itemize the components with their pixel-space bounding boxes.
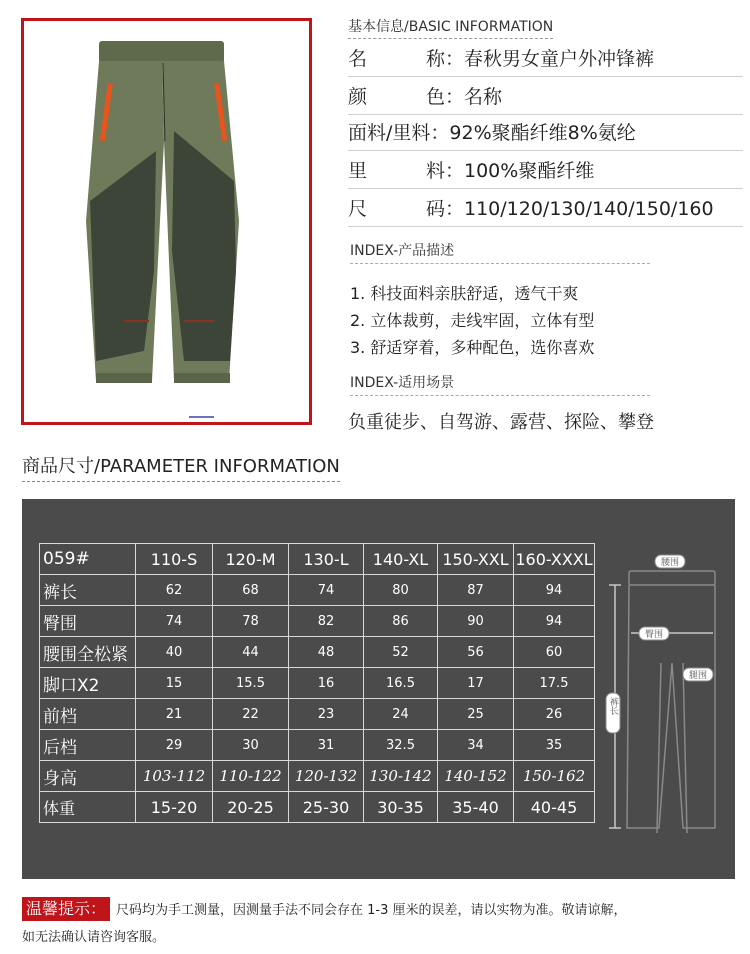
diagram-label-leg: 腿围 [688,671,708,681]
table-row [40,761,595,792]
table-cell: 24 [364,699,438,730]
table-cell: 94 [514,575,595,606]
table-cell: 40 [136,637,213,668]
table-cell: 87 [438,575,514,606]
table-cell: 103-112 [136,761,213,792]
row-label: 身高 [40,761,136,792]
index-description-heading: INDEX-产品描述 [350,240,650,264]
table-cell: 140-152 [438,761,514,792]
table-header-cell: 120-M [213,544,289,575]
table-row [40,792,595,823]
table-header-cell: 150-XXL [438,544,514,575]
usage-scenes: 负重徒步、自驾游、露营、探险、攀登 [348,412,654,433]
table-header-cell: 110-S [136,544,213,575]
info-row-fabric: 面料/里料：92%聚酯纤维8%氨纶 [348,116,743,151]
diagram-label-length: 裤长 [608,697,618,715]
table-cell: 90 [438,606,514,637]
table-cell: 110-122 [213,761,289,792]
diagram-label-hip: 臀围 [644,630,664,640]
table-row [40,699,595,730]
notice-line1: 尺码均为手工测量，因测量手法不同会存在 1-3 厘米的误差，请以实物为准。敬请谅解， [116,903,627,918]
row-label: 腰围全松紧 [40,637,136,668]
table-cell: 74 [136,606,213,637]
table-header-cell: 140-XL [364,544,438,575]
table-cell: 15.5 [213,668,289,699]
table-cell: 15 [136,668,213,699]
diagram-label-waist: 腰围 [660,558,680,568]
table-cell: 32.5 [364,730,438,761]
table-cell: 23 [289,699,364,730]
table-cell: 17.5 [514,668,595,699]
table-cell: 16.5 [364,668,438,699]
table-cell: 15-20 [136,792,213,823]
table-header-cell: 059# [40,544,136,575]
table-header-cell: 130-L [289,544,364,575]
row-label: 裤长 [40,575,136,606]
table-cell: 29 [136,730,213,761]
table-cell: 86 [364,606,438,637]
table-row [40,668,595,699]
table-cell: 78 [213,606,289,637]
notice-line2: 如无法确认请咨询客服。 [22,930,166,945]
table-cell: 82 [289,606,364,637]
feature-item: 3. 舒适穿着，多种配色，选你喜欢 [350,338,595,357]
table-cell: 80 [364,575,438,606]
feature-item: 2. 立体裁剪，走线牢固，立体有型 [350,311,595,330]
size-table [39,543,595,823]
table-row [40,637,595,668]
table-cell: 22 [213,699,289,730]
table-cell: 68 [213,575,289,606]
table-row [40,575,595,606]
table-cell: 40-45 [514,792,595,823]
table-row [40,606,595,637]
feature-item: 1. 科技面料亲肤舒适，透气干爽 [350,284,579,303]
table-cell: 30 [213,730,289,761]
table-cell: 25-30 [289,792,364,823]
table-cell: 48 [289,637,364,668]
size-table-header [40,544,595,575]
table-cell: 25 [438,699,514,730]
info-row-lining: 里 料：100%聚酯纤维 [348,154,743,189]
table-cell: 35-40 [438,792,514,823]
basic-info-heading: 基本信息/BASIC INFORMATION [348,16,553,39]
table-cell: 56 [438,637,514,668]
product-photo [21,18,312,425]
table-cell: 20-25 [213,792,289,823]
table-cell: 30-35 [364,792,438,823]
table-cell: 44 [213,637,289,668]
table-cell: 60 [514,637,595,668]
pants-photo-icon [24,21,309,422]
notice [22,897,742,951]
table-cell: 120-132 [289,761,364,792]
table-cell: 52 [364,637,438,668]
table-cell: 62 [136,575,213,606]
info-row-size: 尺 码：110/120/130/140/150/160 [348,192,743,227]
table-cell: 35 [514,730,595,761]
parameter-heading: 商品尺寸/PARAMETER INFORMATION [22,452,340,482]
table-header-cell: 160-XXXL [514,544,595,575]
table-cell: 74 [289,575,364,606]
row-label: 臀围 [40,606,136,637]
table-cell: 34 [438,730,514,761]
table-cell: 31 [289,730,364,761]
info-row-name: 名 称：春秋男女童户外冲锋裤 [348,42,743,77]
row-label: 体重 [40,792,136,823]
info-row-color: 颜 色：名称 [348,80,743,115]
measure-diagram-icon [597,543,727,843]
table-row [40,730,595,761]
index-scene-heading: INDEX-适用场景 [350,372,650,396]
row-label: 脚口X2 [40,668,136,699]
table-cell: 130-142 [364,761,438,792]
row-label: 前档 [40,699,136,730]
table-cell: 26 [514,699,595,730]
table-cell: 21 [136,699,213,730]
notice-tag: 温馨提示： [22,897,110,921]
table-cell: 16 [289,668,364,699]
row-label: 后档 [40,730,136,761]
table-cell: 94 [514,606,595,637]
table-cell: 17 [438,668,514,699]
table-cell: 150-162 [514,761,595,792]
